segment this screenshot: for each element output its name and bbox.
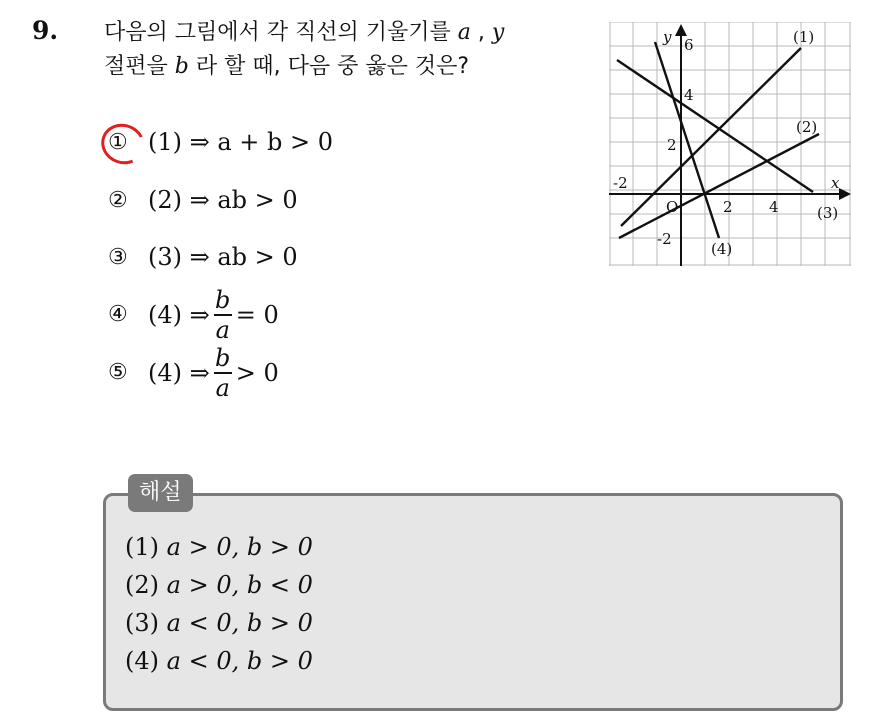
x-tick: -2: [613, 174, 628, 192]
choice-3[interactable]: [108, 243, 298, 271]
solution-line-2: (2) a > 0, b < 0: [125, 571, 313, 599]
y-tick: -2: [657, 230, 672, 248]
x-tick: 2: [723, 198, 733, 216]
solution-tab: 해설: [128, 474, 193, 512]
solution-line-1: (1) a > 0, b > 0: [125, 533, 313, 561]
choice-expression-left: (4) ⇒: [148, 300, 210, 329]
choice-5[interactable]: [108, 346, 279, 400]
line-3: [617, 60, 813, 192]
fraction-numerator: b: [215, 286, 231, 314]
solution-line-4: (4) a < 0, b > 0: [125, 647, 313, 675]
choice-expression: (2) ⇒ ab > 0: [148, 186, 298, 214]
choice-mark: ②: [108, 187, 128, 213]
origin-label: O: [666, 198, 679, 216]
y-axis-label: y: [663, 28, 672, 46]
line-2: [619, 134, 819, 238]
selected-answer-circle: [95, 118, 150, 171]
fraction-denominator: a: [215, 315, 230, 344]
question-line-2: 절편을 b 라 할 때, 다음 중 옳은 것은?: [104, 54, 470, 79]
fraction-denominator: a: [215, 373, 230, 402]
line-label-4: (4): [711, 240, 733, 258]
choice-4[interactable]: [108, 288, 279, 342]
fraction: [214, 288, 232, 342]
solution-line-3: (3) a < 0, b > 0: [125, 609, 313, 637]
fraction-numerator: b: [215, 344, 231, 372]
choice-expression-right: > 0: [235, 358, 279, 387]
y-tick: 4: [684, 86, 694, 104]
choice-mark: ③: [108, 244, 128, 270]
question-line-1: 다음의 그림에서 각 직선의 기울기를 a , y: [104, 20, 505, 45]
y-tick: 2: [667, 136, 677, 154]
choice-expression: (3) ⇒ ab > 0: [148, 243, 298, 271]
question-text: [104, 16, 594, 84]
solution-box: [103, 493, 843, 711]
line-label-3: (3): [817, 204, 839, 222]
choice-mark: ④: [108, 302, 128, 328]
coordinate-graph: [609, 22, 851, 266]
line-label-1: (1): [793, 28, 815, 46]
fraction: [214, 346, 232, 400]
y-tick: 6: [684, 36, 694, 54]
choice-mark: ①: [108, 129, 128, 155]
choice-expression: (1) ⇒ a + b > 0: [148, 128, 334, 156]
choice-expression-left: (4) ⇒: [148, 358, 210, 387]
choice-mark: ⑤: [108, 360, 128, 386]
axes: [609, 24, 851, 266]
choice-2[interactable]: [108, 186, 298, 214]
question-number: 9.: [32, 16, 59, 45]
x-tick: 4: [769, 198, 779, 216]
lines: [617, 42, 819, 238]
y-axis-arrow-icon: [675, 24, 687, 36]
choice-expression-right: = 0: [235, 300, 279, 329]
x-axis-label: x: [831, 174, 840, 192]
line-label-2: (2): [796, 118, 818, 136]
grid: [609, 22, 851, 266]
